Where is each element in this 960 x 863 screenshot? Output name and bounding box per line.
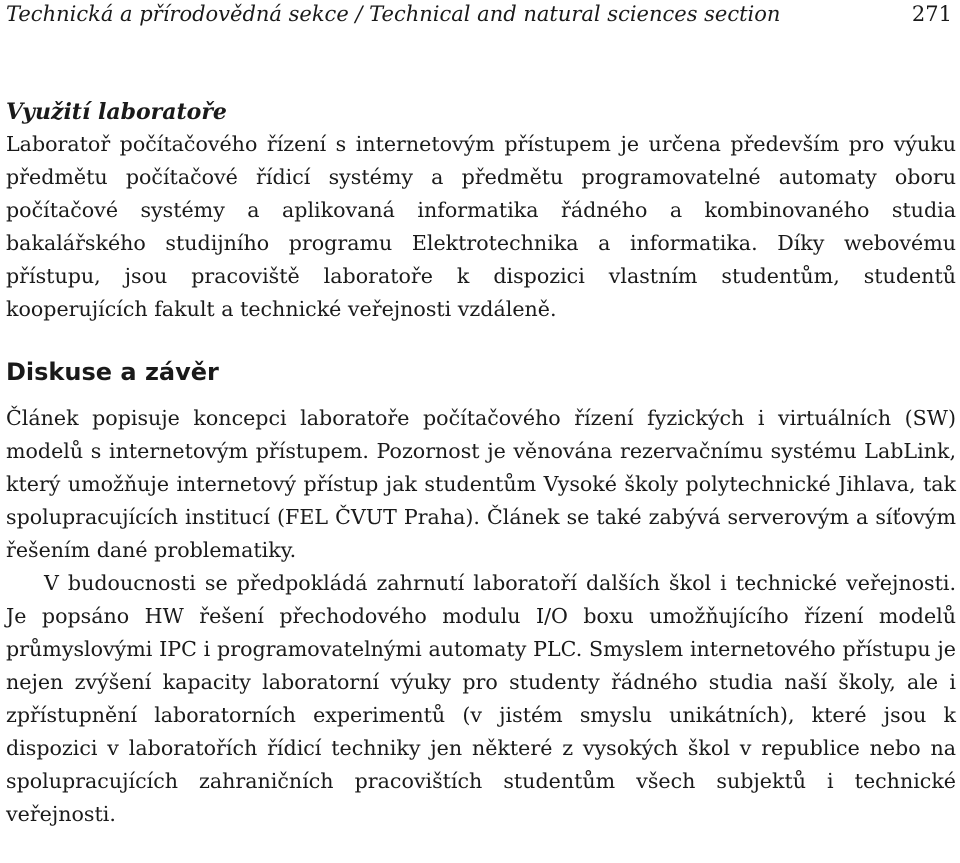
running-title: Technická a přírodovědná sekce / Technical and natural sciences section [6,2,781,26]
discussion-paragraph-1: Článek popisuje koncepci laboratoře počítačového řízení fyzických i virtuálních (SW) modelů s internetovým přístupem. Pozornost je věnována rezervačnímu systému LabLink, který umožňuje internetový přístup jak studentům Vysoké školy polytechnické Jihlava, tak spolupracujících institucí (FEL ČVUT Praha). Článek se také zabývá serverovým a síťovým řešením dané problematiky. [6,406,956,562]
discussion-heading: Diskuse a závěr [6,358,219,386]
lab-use-heading: Využití laboratoře [6,99,227,125]
discussion-paragraph-2: V budoucnosti se předpokládá zahrnutí laboratoří dalších škol i technické veřejnosti. Je popsáno HW řešení přechodového modulu I/O boxu umožňujícího řízení modelů průmyslovými IPC i programovatelnými automaty PLC. Smyslem internetového přístupu je nejen zvýšení kapacity laboratorní výuky pro studenty řádného studia naší školy, ale i zpřístupnění laboratorních experimentů (v jistém smyslu unikátních), které jsou k dispozici v laboratořích řídicí techniky jen některé z vysokých škol v republice nebo na spolupracujících zahraničních pracovištích studentům všech subjektů i technické veřejnosti. [6,571,956,826]
running-header [6,0,956,42]
page-number: 271 [911,2,952,26]
lab-use-paragraph: Laboratoř počítačového řízení s internetovým přístupem je určena především pro výuku předmětu počítačové řídicí systémy a předmětu programovatelné automaty oboru počítačové systémy a aplikovaná informatika řádného a kombinovaného studia bakalářského studijního programu Elektrotechnika a informatika. Díky webovému přístupu, jsou pracoviště laboratoře k dispozici vlastním studentům, studentů kooperujících fakult a technické veřejnosti vzdáleně. [6,132,956,321]
